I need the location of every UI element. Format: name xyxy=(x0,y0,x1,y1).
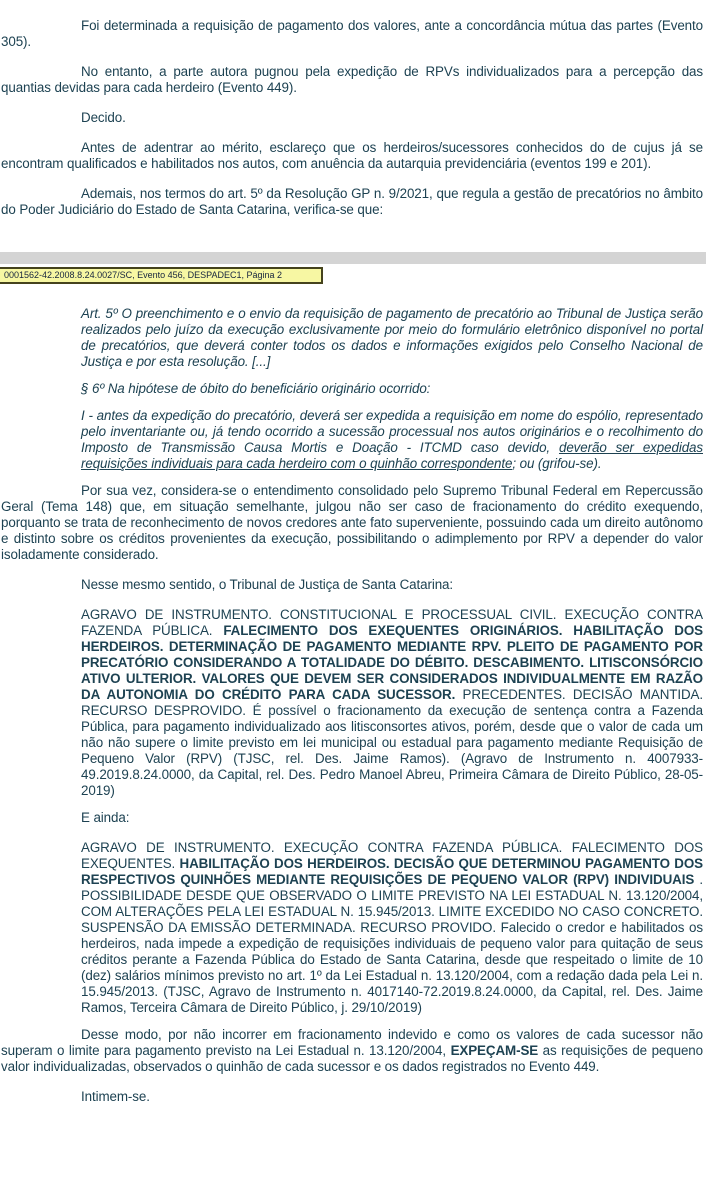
text-run: Intimem-se. xyxy=(81,1089,150,1104)
text-run: Ademais, nos termos do art. 5º da Resolução GP n. 9/2021, que regula a gestão de precatórios no âmbito do Poder Judiciário do Estado de Santa Catarina, verifica-se que: xyxy=(1,186,703,217)
quote-paragraph xyxy=(81,306,703,370)
text-run: E ainda: xyxy=(81,810,130,825)
bold-text: EXPEÇAM-SE xyxy=(450,1043,539,1058)
body-paragraph xyxy=(1,140,703,172)
bold-text: HABILITAÇÃO DOS HERDEIROS. DECISÃO QUE DETERMINOU PAGAMENTO DOS RESPECTIVOS QUINHÕES MEDIANTE REQUISIÇÕES DE PEQUENO VALOR (RPV) INDIVIDUAIS xyxy=(81,856,704,887)
text-run: Art. 5º O preenchimento e o envio da requisição de pagamento de precatório ao Tribunal de Justiça serão realizados pelo juízo da execução exclusivamente por meio do formulário eletrônico disponível no portal de precatórios, que deverá conter todos os dados e informações exigidos pelo Conselho Nacional de Justiça e por esta resolução. [...] xyxy=(81,306,703,369)
body-paragraph xyxy=(1,1089,703,1105)
text-run: . POSSIBILIDADE DESDE QUE OBSERVADO O LIMITE PREVISTO NA LEI ESTADUAL N. 13.120/2004, COM ALTERAÇÕES PELA LEI ESTADUAL N. 15.945/2013. LIMITE EXCEDIDO NO CASO CONCRETO. SUSPENSÃO DA EMISSÃO DETERMINADA. RECURSO PROVIDO. Falecido o credor e habilitados os herdeiros, nada impede a expedição de requisições individuais de pequeno valor para quitação de seus créditos perante a Fazenda Pública do Estado de Santa Catarina, desde que respeitado o limite de 10 (dez) salários mínimos previsto no art. 1º da Lei Estadual n. 13.120/2004, com a redação dada pela Lei n. 15.945/2013. (TJSC, Agravo de Instrumento n. 4017140-72.2019.8.24.0000, da Capital, rel. Des. Jaime Ramos, Terceira Câmara de Direito Público, j. 29/10/2019) xyxy=(81,872,703,1015)
quote-paragraph xyxy=(81,408,703,472)
text-run: AGRAVO DE INSTRUMENTO. CONSTITUCIONAL E PROCESSUAL CIVIL. EXECUÇÃO CONTRA FAZENDA PÚBLICA. xyxy=(81,607,703,638)
bold-text: FALECIMENTO DOS EXEQUENTES ORIGINÁRIOS. HABILITAÇÃO DOS HERDEIROS. DETERMINAÇÃO DE PAGAMENTO MEDIANTE RPV. PLEITO DE PAGAMENTO POR PRECATÓRIO CONSIDERANDO A TOTALIDADE DO DÉBITO. DESCABIMENTO. LITISCONSÓRCIO ATIVO ULTERIOR. VALORES QUE DEVEM SER CONSIDERADOS INDIVIDUALMENTE EM RAZÃO DA AUTONOMIA DO CRÉDITO PARA CADA SUCESSOR. xyxy=(81,623,703,702)
text-run: No entanto, a parte autora pugnou pela expedição de RPVs individualizados para a percepção das quantias devidas para cada herdeiro (Evento 449). xyxy=(1,64,703,95)
page-reference-badge: 0001562-42.2008.8.24.0027/SC, Evento 456, DESPADEC1, Página 2 xyxy=(0,267,323,284)
body-paragraph xyxy=(1,577,703,593)
text-run: ; ou (grifou-se). xyxy=(512,456,602,471)
text-run: Decido. xyxy=(81,110,126,125)
text-run: Por sua vez, considera-se o entendimento consolidado pelo Supremo Tribunal Federal em Repercussão Geral (Tema 148) que, em situação semelhante, julgou não ser caso de fracionamento do crédito exequendo, porquanto se trata de reconhecimento de novos credores ante fato superveniente, possuindo cada um direito autônomo e distinto sobre os créditos provenientes da execução, possibilitando o adimplemento por RPV a depender do valor isoladamente considerado. xyxy=(1,483,703,562)
body-paragraph xyxy=(1,810,703,826)
page-separator-band xyxy=(0,252,706,264)
text-run: Foi determinada a requisição de pagamento dos valores, ante a concordância mútua das partes (Evento 305). xyxy=(1,18,703,49)
quote-paragraph xyxy=(81,381,703,397)
body-paragraph xyxy=(1,483,703,563)
quote-paragraph xyxy=(81,607,703,799)
text-run: AGRAVO DE INSTRUMENTO. EXECUÇÃO CONTRA FAZENDA PÚBLICA. FALECIMENTO DOS EXEQUENTES. xyxy=(81,840,703,871)
body-paragraph xyxy=(1,110,703,126)
text-run: as requisições de pequeno valor individualizadas, observados o quinhão de cada sucessor e os dados registrados no Evento 449. xyxy=(1,1043,704,1074)
text-run: Antes de adentrar ao mérito, esclareço que os herdeiros/sucessores conhecidos do de cujus já se encontram qualificados e habilitados nos autos, com anuência da autarquia previdenciária (eventos 199 e 201). xyxy=(1,140,703,171)
text-run: PRECEDENTES. DECISÃO MANTIDA. RECURSO DESPROVIDO. É possível o fracionamento da execução de sentença contra a Fazenda Pública, para pagamento individualizado aos litisconsortes ativos, porém, desde que o valor de cada um não não supere o limite previsto em lei municipal ou estadual para pagamento mediante Requisição de Pequeno Valor (RPV) (TJSC, rel. Des. Jaime Ramos). (Agravo de Instrumento n. 4007933-49.2019.8.24.0000, da Capital, rel. Des. Pedro Manoel Abreu, Primeira Câmara de Direito Público, 28-05-2019) xyxy=(81,687,703,798)
text-run: § 6º Na hipótese de óbito do beneficiário originário ocorrido: xyxy=(81,381,431,396)
body-paragraph xyxy=(1,64,703,96)
quote-paragraph xyxy=(81,840,703,1016)
underlined-text: deverão ser expedidas requisições individuais para cada herdeiro com o quinhão correspondente xyxy=(81,440,703,471)
body-paragraph xyxy=(1,18,703,50)
page-separator xyxy=(0,252,706,288)
text-run: Nesse mesmo sentido, o Tribunal de Justiça de Santa Catarina: xyxy=(81,577,454,592)
body-paragraph xyxy=(1,1027,703,1075)
text-run: Desse modo, por não incorrer em fracionamento indevido e como os valores de cada sucessor não superam o limite para pagamento previsto na Lei Estadual n. 13.120/2004, xyxy=(1,1027,703,1058)
body-paragraph xyxy=(1,186,703,218)
text-run: I - antes da expedição do precatório, deverá ser expedida a requisição em nome do espólio, representado pelo inventariante ou, já tendo ocorrido a sucessão processual nos autos originários e o recolhimento do Imposto de Transmissão Causa Mortis e Doação - ITCMD caso devido, xyxy=(81,408,703,455)
